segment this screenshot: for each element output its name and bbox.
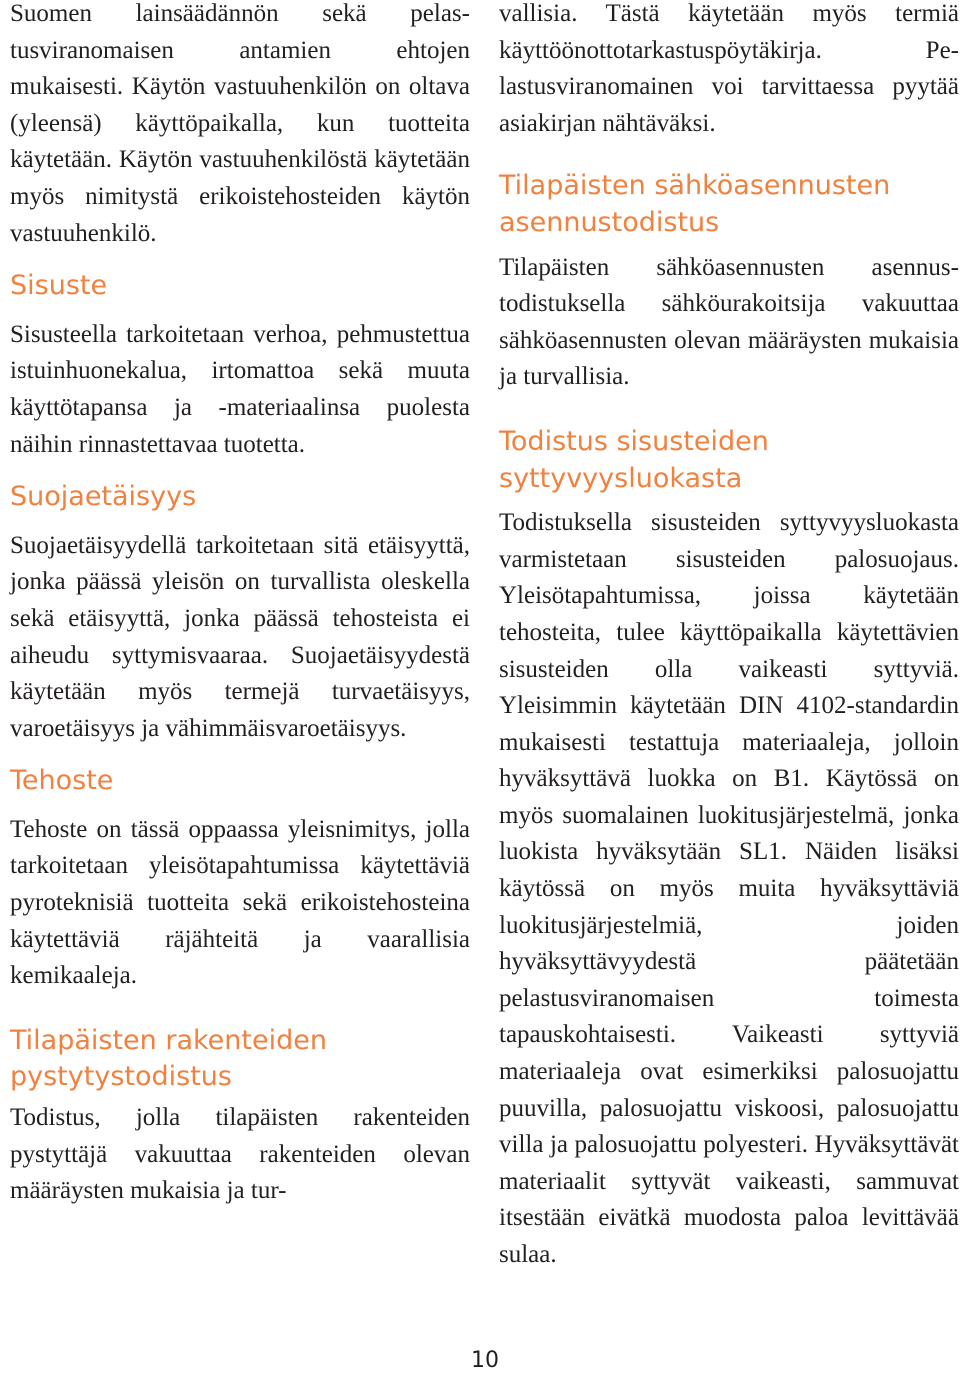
paragraph-sahkoasennusten-asennustodistus: Tilapäisten sähköasennusten asennustodistuksella sähköurakoitsija vakuuttaa sähköasennusten olevan määräysten mukaisia ja turvallisia. [499,253,959,391]
paragraph-rakenteiden-pystytystodistus: Todistus, jolla tilapäisten rakenteiden pystyttäjä vakuuttaa rakenteiden olevan määräysten mukaisia ja tur- [10,1104,470,1205]
intro-paragraph-left: Suomen lainsäädännön sekä pelastusviranomaisen antamien ehtojen mukaisesti. Käytön vastuuhenkilön on oltava (yleensä) käyttöpaikalla, kun tuotteita käytetään. Käytön vastuuhenkilöstä käytetään myös nimitystä erikoistehosteiden käytön vastuuhenkilö. [10,0,470,247]
paragraph-suojaetaisyys: Suojaetäisyydellä tarkoitetaan sitä etäisyyttä, jonka päässä yleisön on turvallista oleskella sekä etäisyyttä, jonka päässä tehosteista ei aiheudu syttymisvaaraa. Suojaetäisyydestä käytetään myös termejä turvaetäisyys, varoetäisyys ja vähimmäisvaroetäisyys. [10,531,470,742]
paragraph-syttyvyysluokka: Todistuksella sisusteiden syttyvyysluokasta varmistetaan sisusteiden palosuojaus. Yleisötapahtumissa, joissa käytetään tehosteita, tulee käyttöpaikalla käytettävien sisusteiden olla vaikeasti syttyviä. Yleisimmin käytetään DIN 4102-standardin mukaisesti testattuja materiaaleja, jolloin hyväksyttävä luokka on B1. Käytössä on myös suomalainen luokitusjärjestelmä, jonka luokista hyväksytään SL1. Näiden lisäksi käytössä on myös muita hyväksyttäviä luokitusjärjestelmiä, joiden hyväksyttävyydestä päätetään pelastusviranomaisen toimesta tapauskohtaisesti. Vaikeasti syttyviä materiaaleja ovat esimerkiksi palosuojattu puuvilla, palosuojattu viskoosi, palosuojattu villa ja palosuojattu polyesteri. Hyväksyttävät materiaalit syttyvät vaikeasti, sammuvat itsestään eivätkä muodosta paloa levittävää sulaa. [499,509,959,1268]
left-column [10,0,470,1210]
intro-paragraph-right: vallisia. Tästä käytetään myös termiä käyttöönottotarkastuspöytäkirja. Pelastusviranomainen voi tarvittaessa pyytää asiakirjan nähtäväksi. [499,0,959,137]
heading-rakenteiden-pystytystodistus: Tilapäisten rakenteiden pystytystodistus [10,1024,327,1093]
heading-sisuste: Sisuste [10,270,108,302]
paragraph-sisuste: Sisusteella tarkoitetaan verhoa, pehmustettua istuinhuonekalua, irtomattoa sekä muuta käyttötapansa ja -materiaalinsa puolesta näihin rinnastettavaa tuotetta. [10,320,470,458]
page-number: 10 [471,1348,499,1373]
paragraph-tehoste: Tehoste on tässä oppaassa yleisnimitys, jolla tarkoitetaan yleisötapahtumissa käytettäviä pyroteknisiä tuotteita sekä erikoistehosteina käytettäviä räjähteitä ja vaarallisia kemikaaleja. [10,815,470,990]
heading-tehoste: Tehoste [10,765,114,797]
heading-syttyvyysluokka: Todistus sisusteiden syttyvyysluokasta [499,425,769,494]
heading-suojaetaisyys: Suojaetäisyys [10,481,197,513]
heading-sahkoasennusten-asennustodistus: Tilapäisten sähköasennusten asennustodistus [499,170,891,238]
right-column [499,0,959,1274]
